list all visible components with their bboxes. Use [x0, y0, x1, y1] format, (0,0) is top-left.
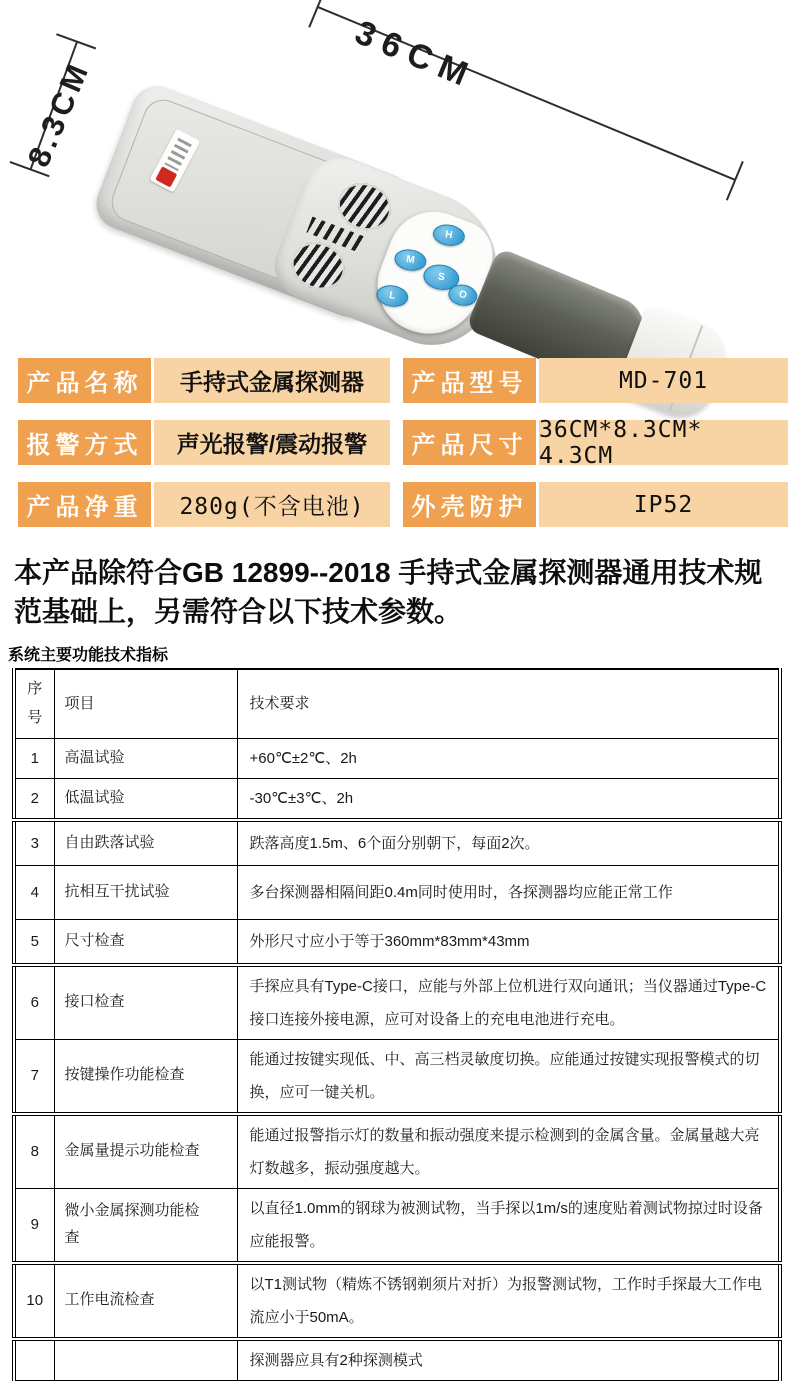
detector-button-center: S: [422, 262, 461, 292]
row-req: 探测器应具有2种探测模式: [237, 1339, 780, 1381]
row-no: 9: [14, 1188, 54, 1263]
row-no: [14, 1339, 54, 1381]
row-item: 抗相互干扰试验: [54, 866, 237, 920]
row-req: 能通过报警指示灯的数量和振动强度来提示检测到的金属含量。金属量越大亮灯数越多，振动强度越大。: [237, 1114, 780, 1189]
spec-label-net-weight: 产品净重: [18, 482, 151, 527]
dimension-tick: [726, 161, 744, 201]
spec-value-model: MD-701: [539, 358, 788, 403]
table-row: [14, 965, 780, 1040]
spec-value-alarm-mode: 声光报警/震动报警: [154, 420, 390, 465]
header-item: 项目: [54, 669, 237, 738]
header-req: 技术要求: [237, 669, 780, 738]
detector-button-medium: M: [393, 247, 428, 273]
row-req: 外形尺寸应小于等于360mm*83mm*43mm: [237, 920, 780, 965]
detector-button-low: L: [375, 283, 410, 309]
product-illustration: [0, 0, 790, 348]
length-dimension-label: 36CM: [349, 13, 482, 97]
width-dimension-label: 8.3CM: [20, 55, 97, 172]
table-row: [14, 738, 780, 778]
spec-label-size: 产品尺寸: [403, 420, 536, 465]
table-row-partial: [14, 1339, 780, 1381]
row-no: 10: [14, 1263, 54, 1339]
spec-value-product-name: 手持式金属探测器: [154, 358, 390, 403]
row-req: 以T1测试物（精炼不锈钢剃须片对折）为报警测试物，工作时手探最大工作电流应小于50mA。: [237, 1263, 780, 1339]
row-req: 手探应具有Type-C接口，应能与外部上位机进行双向通讯；当仪器通过Type-C接口连接外接电源，应可对设备上的充电电池进行充电。: [237, 965, 780, 1040]
row-no: 1: [14, 738, 54, 778]
detector-button-high: H: [431, 222, 466, 248]
product-spec-grid: [18, 358, 788, 527]
row-item: 工作电流检查: [54, 1263, 237, 1339]
spec-label-product-name: 产品名称: [18, 358, 151, 403]
row-no: 5: [14, 920, 54, 965]
spec-value-net-weight: 280g(不含电池): [154, 482, 390, 527]
spec-alarm-mode: [18, 420, 390, 465]
row-item: 接口检查: [54, 965, 237, 1040]
table-row: [14, 1039, 780, 1114]
spec-ip-rating: [403, 482, 788, 527]
table-header-row: [14, 669, 780, 738]
row-req: 能通过按键实现低、中、高三档灵敏度切换。应能通过按键实现报警模式的切换，应可一键关机。: [237, 1039, 780, 1114]
header-no: 序号: [14, 669, 54, 738]
row-item: [54, 1339, 237, 1381]
spec-label-model: 产品型号: [403, 358, 536, 403]
row-item: 尺寸检查: [54, 920, 237, 965]
row-no: 8: [14, 1114, 54, 1189]
row-item: 高温试验: [54, 738, 237, 778]
row-item: 微小金属探测功能检查: [54, 1188, 237, 1263]
row-req: 跌落高度1.5m、6个面分别朝下，每面2次。: [237, 820, 780, 866]
section-title: 系统主要功能技术指标: [8, 647, 169, 664]
table-row: [14, 778, 780, 820]
row-no: 4: [14, 866, 54, 920]
technical-spec-table: [12, 668, 782, 1381]
spec-value-ip-rating: IP52: [539, 482, 788, 527]
spec-value-size: 36CM*8.3CM* 4.3CM: [539, 420, 788, 465]
table-row: [14, 820, 780, 866]
row-item: 自由跌落试验: [54, 820, 237, 866]
spec-product-name: [18, 358, 390, 403]
row-req: -30℃±3℃、2h: [237, 778, 780, 820]
row-req: 以直径1.0mm的钢球为被测试物，当手探以1m/s的速度贴着测试物掠过时设备应能报警。: [237, 1188, 780, 1263]
spec-label-alarm-mode: 报警方式: [18, 420, 151, 465]
row-item: 按键操作功能检查: [54, 1039, 237, 1114]
row-req: +60℃±2℃、2h: [237, 738, 780, 778]
row-no: 3: [14, 820, 54, 866]
row-no: 2: [14, 778, 54, 820]
intro-paragraph: 本产品除符合GB 12899--2018 手持式金属探测器通用技术规范基础上，另需符合以下技术参数。: [14, 557, 763, 627]
detector-button-power: O: [447, 283, 479, 308]
table-row: [14, 920, 780, 965]
row-no: 6: [14, 965, 54, 1040]
table-row: [14, 1114, 780, 1189]
spec-size: [403, 416, 788, 469]
row-req: 多台探测器相隔间距0.4m同时使用时，各探测器均应能正常工作: [237, 866, 780, 920]
dimension-tick: [308, 0, 326, 28]
spec-model: [403, 358, 788, 403]
row-item: 金属量提示功能检查: [54, 1114, 237, 1189]
spec-net-weight: [18, 482, 390, 527]
spec-label-ip-rating: 外壳防护: [403, 482, 536, 527]
row-item: 低温试验: [54, 778, 237, 820]
table-row: [14, 866, 780, 920]
table-row: [14, 1188, 780, 1263]
row-no: 7: [14, 1039, 54, 1114]
table-row: [14, 1263, 780, 1339]
